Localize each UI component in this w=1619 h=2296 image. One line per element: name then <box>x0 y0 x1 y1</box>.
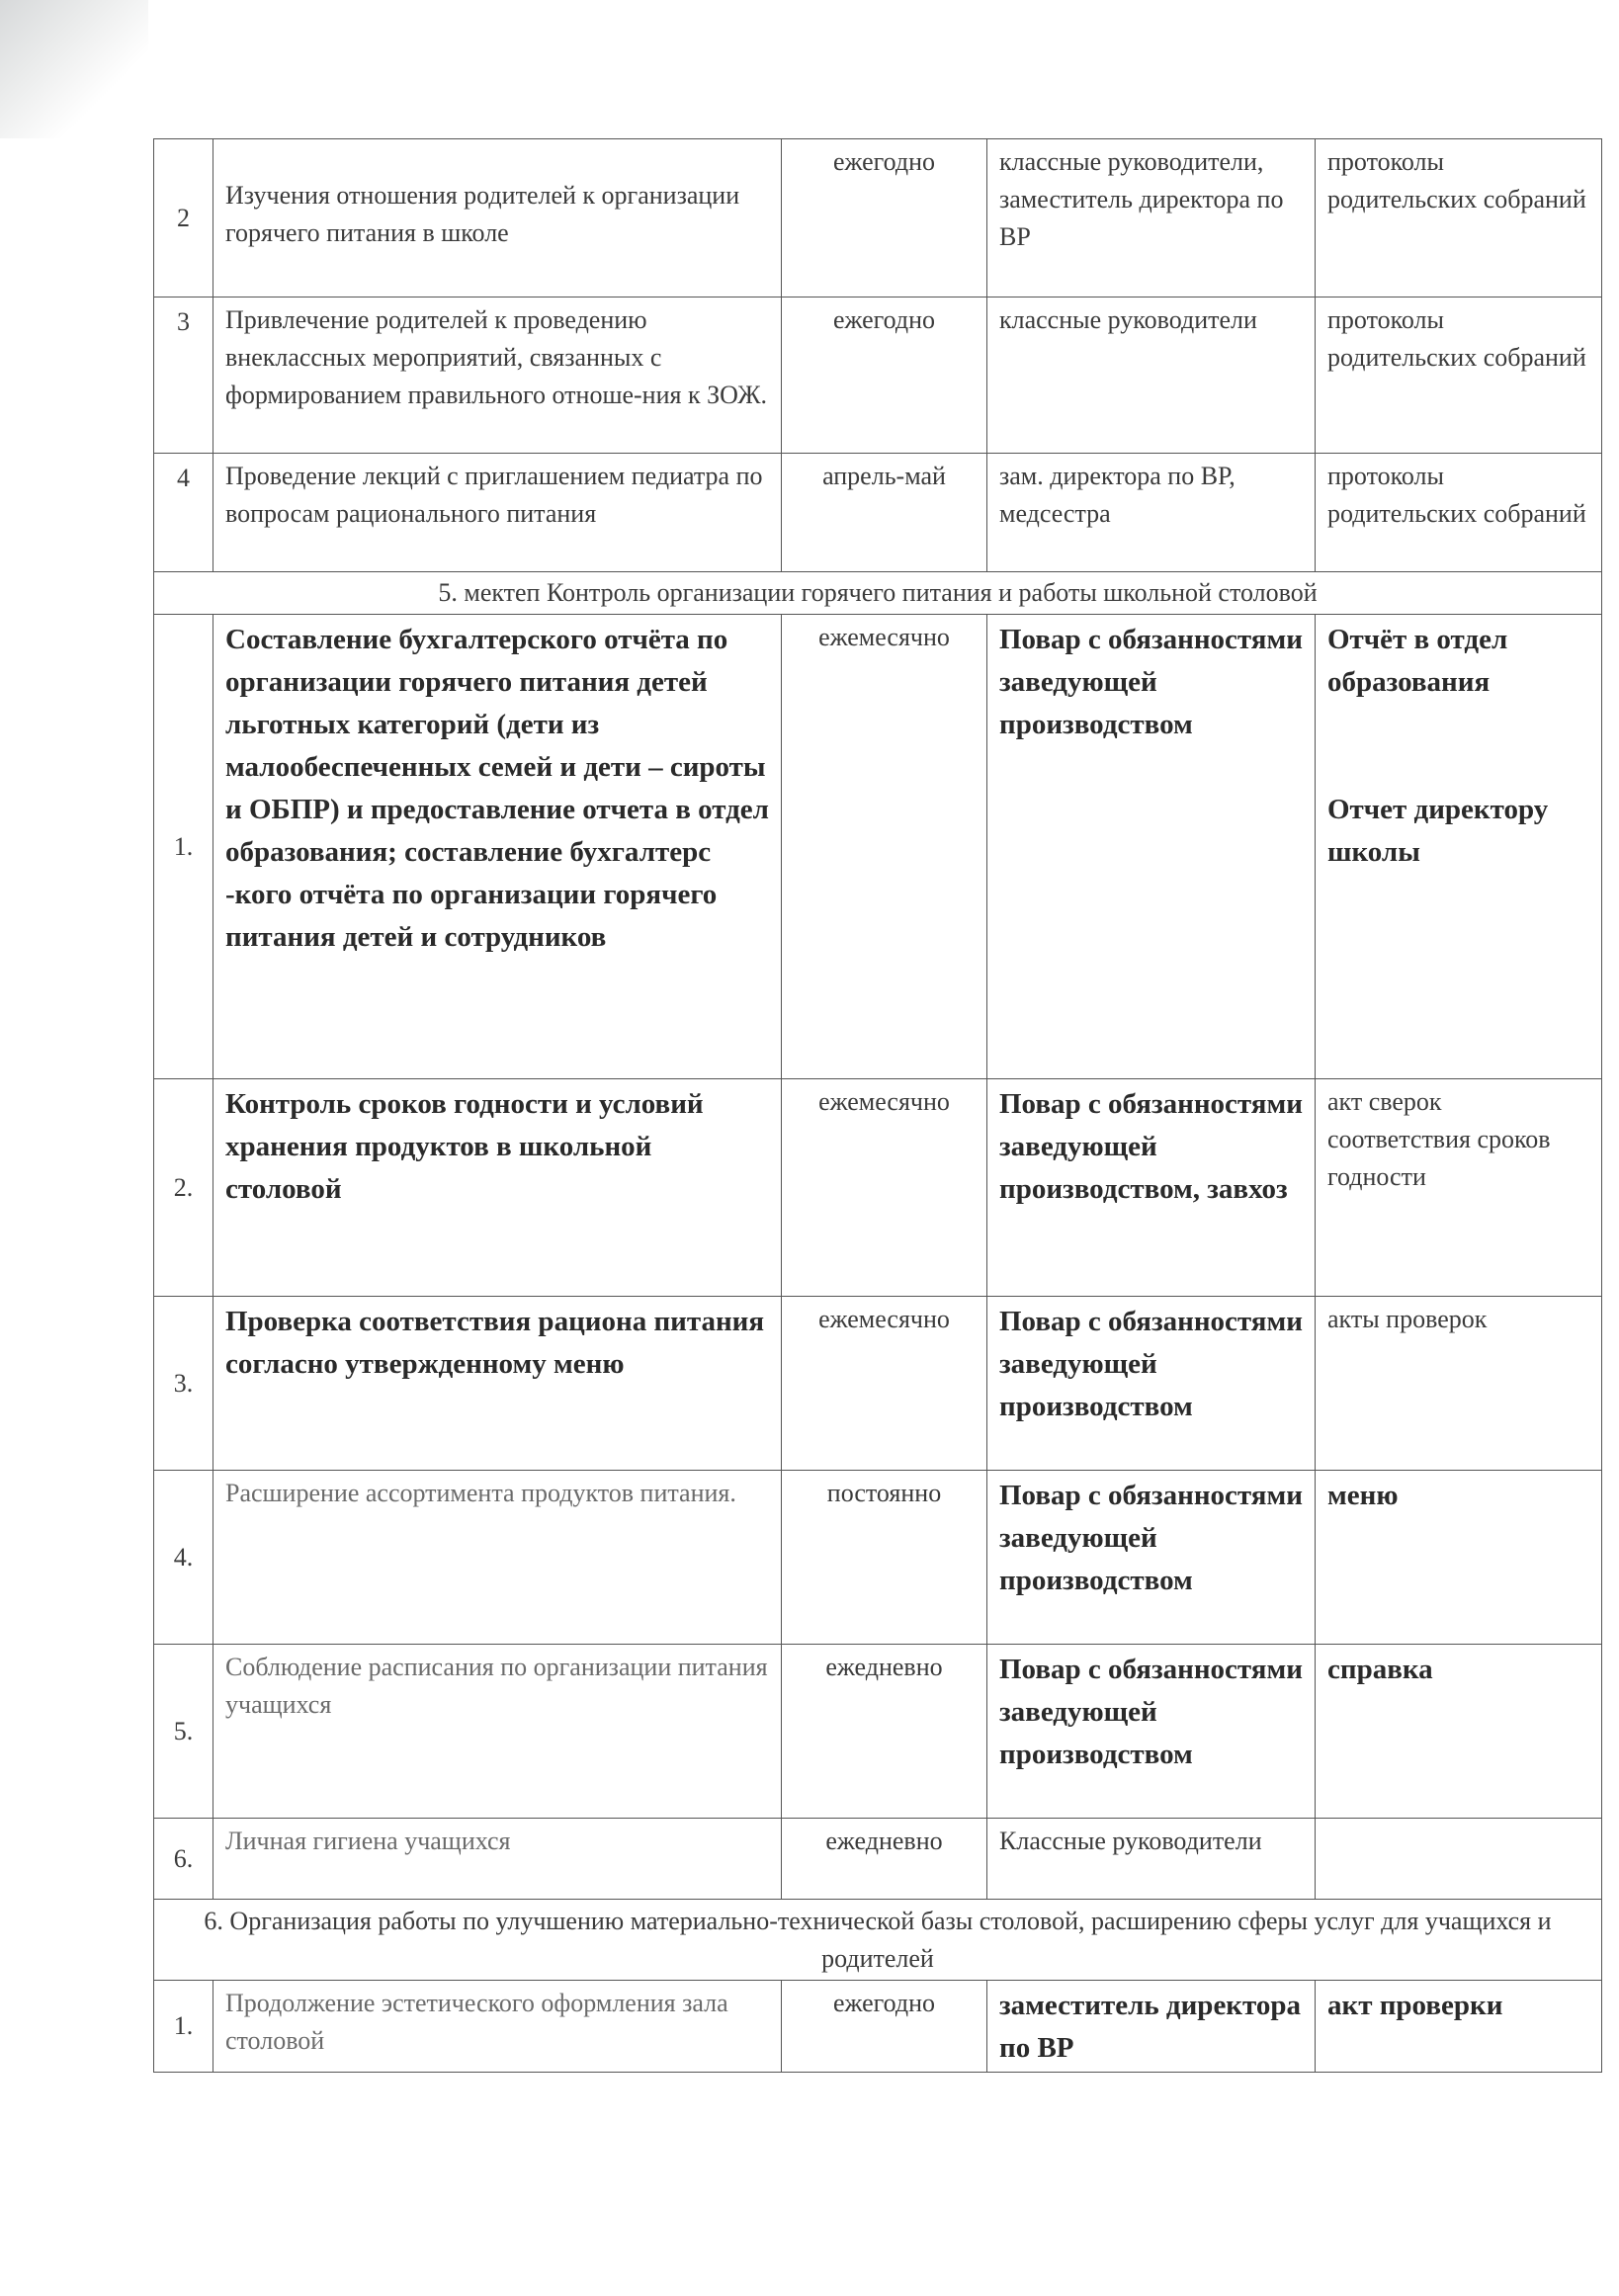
result-cell: акт проверки <box>1316 1981 1602 2073</box>
result-cell: акт сверок соответствия сроков годности <box>1316 1079 1602 1297</box>
table-row <box>154 615 1602 1079</box>
period-cell: апрель-май <box>782 454 987 572</box>
responsible-cell: Классные руководители <box>987 1819 1316 1900</box>
event-cell: Проверка соответствия рациона питания согласно утвержденному меню <box>213 1297 782 1471</box>
event-cell: Составление бухгалтерского отчёта по организации горячего питания детей льготных категорий (дети из малообеспеченных семей и дети – сироты и ОБПР) и предоставление отчета в отдел образования; составление бухгалтерс -кого отчёта по организации горячего питания детей и сотрудников <box>213 615 782 1079</box>
period-cell: ежегодно <box>782 1981 987 2073</box>
row-number: 4. <box>154 1471 213 1645</box>
table-row <box>154 1645 1602 1819</box>
row-number: 2. <box>154 1079 213 1297</box>
table-row <box>154 1981 1602 2073</box>
row-number: 4 <box>154 454 213 572</box>
section-title: 5. мектеп Контроль организации горячего питания и работы школьной столовой <box>154 572 1602 615</box>
event-cell: Изучения отношения родителей к организации горячего питания в школе <box>213 139 782 298</box>
table-row <box>154 1819 1602 1900</box>
row-number: 1. <box>154 1981 213 2073</box>
event-cell: Расширение ассортимента продуктов питания. <box>213 1471 782 1645</box>
result-cell: акты проверок <box>1316 1297 1602 1471</box>
result-cell: меню <box>1316 1471 1602 1645</box>
scan-edge-shadow <box>0 0 148 138</box>
row-number: 1. <box>154 615 213 1079</box>
event-cell: Привлечение родителей к проведению внеклассных мероприятий, связанных с формированием правильного отноше-ния к ЗОЖ. <box>213 298 782 454</box>
table-row <box>154 1079 1602 1297</box>
result-cell: протоколы родительских собраний <box>1316 454 1602 572</box>
row-number: 2 <box>154 139 213 298</box>
row-number: 3 <box>154 298 213 454</box>
responsible-cell: заместитель директора по ВР <box>987 1981 1316 2073</box>
result-cell <box>1316 1819 1602 1900</box>
responsible-cell: Повар с обязанностями заведующей производством, завхоз <box>987 1079 1316 1297</box>
event-cell: Личная гигиена учащихся <box>213 1819 782 1900</box>
row-number: 6. <box>154 1819 213 1900</box>
result-cell: протоколы родительских собраний <box>1316 298 1602 454</box>
event-cell: Продолжение эстетического оформления зала столовой <box>213 1981 782 2073</box>
period-cell: ежемесячно <box>782 615 987 1079</box>
table-row <box>154 1471 1602 1645</box>
period-cell: ежемесячно <box>782 1297 987 1471</box>
result-line: Отчёт в отдел образования <box>1327 624 1508 698</box>
responsible-cell: Повар с обязанностями заведующей производством <box>987 615 1316 1079</box>
table-row <box>154 139 1602 298</box>
period-cell: ежедневно <box>782 1645 987 1819</box>
document-page <box>153 138 1601 2073</box>
responsible-cell: зам. директора по ВР, медсестра <box>987 454 1316 572</box>
event-cell: Проведение лекций с приглашением педиатра по вопросам рационального питания <box>213 454 782 572</box>
result-cell <box>1316 615 1602 1079</box>
result-cell: справка <box>1316 1645 1602 1819</box>
table-row <box>154 298 1602 454</box>
section-header <box>154 1900 1602 1981</box>
responsible-cell: Повар с обязанностями заведующей производством <box>987 1297 1316 1471</box>
event-cell: Соблюдение расписания по организации питания учащихся <box>213 1645 782 1819</box>
period-cell: постоянно <box>782 1471 987 1645</box>
result-line: Отчет директору школы <box>1327 794 1549 868</box>
event-cell: Контроль сроков годности и условий хранения продуктов в школьной столовой <box>213 1079 782 1297</box>
row-number: 5. <box>154 1645 213 1819</box>
section-header <box>154 572 1602 615</box>
responsible-cell: Повар с обязанностями заведующей производством <box>987 1645 1316 1819</box>
table-row <box>154 454 1602 572</box>
responsible-cell: классные руководители <box>987 298 1316 454</box>
responsible-cell: классные руководители, заместитель директора по ВР <box>987 139 1316 298</box>
plan-table <box>153 138 1602 2073</box>
row-number: 3. <box>154 1297 213 1471</box>
result-cell: протоколы родительских собраний <box>1316 139 1602 298</box>
table-row <box>154 1297 1602 1471</box>
period-cell: ежедневно <box>782 1819 987 1900</box>
responsible-cell: Повар с обязанностями заведующей производством <box>987 1471 1316 1645</box>
section-title: 6. Организация работы по улучшению материально-технической базы столовой, расширению сферы услуг для учащихся и родителей <box>154 1900 1602 1981</box>
period-cell: ежегодно <box>782 139 987 298</box>
period-cell: ежегодно <box>782 298 987 454</box>
period-cell: ежемесячно <box>782 1079 987 1297</box>
